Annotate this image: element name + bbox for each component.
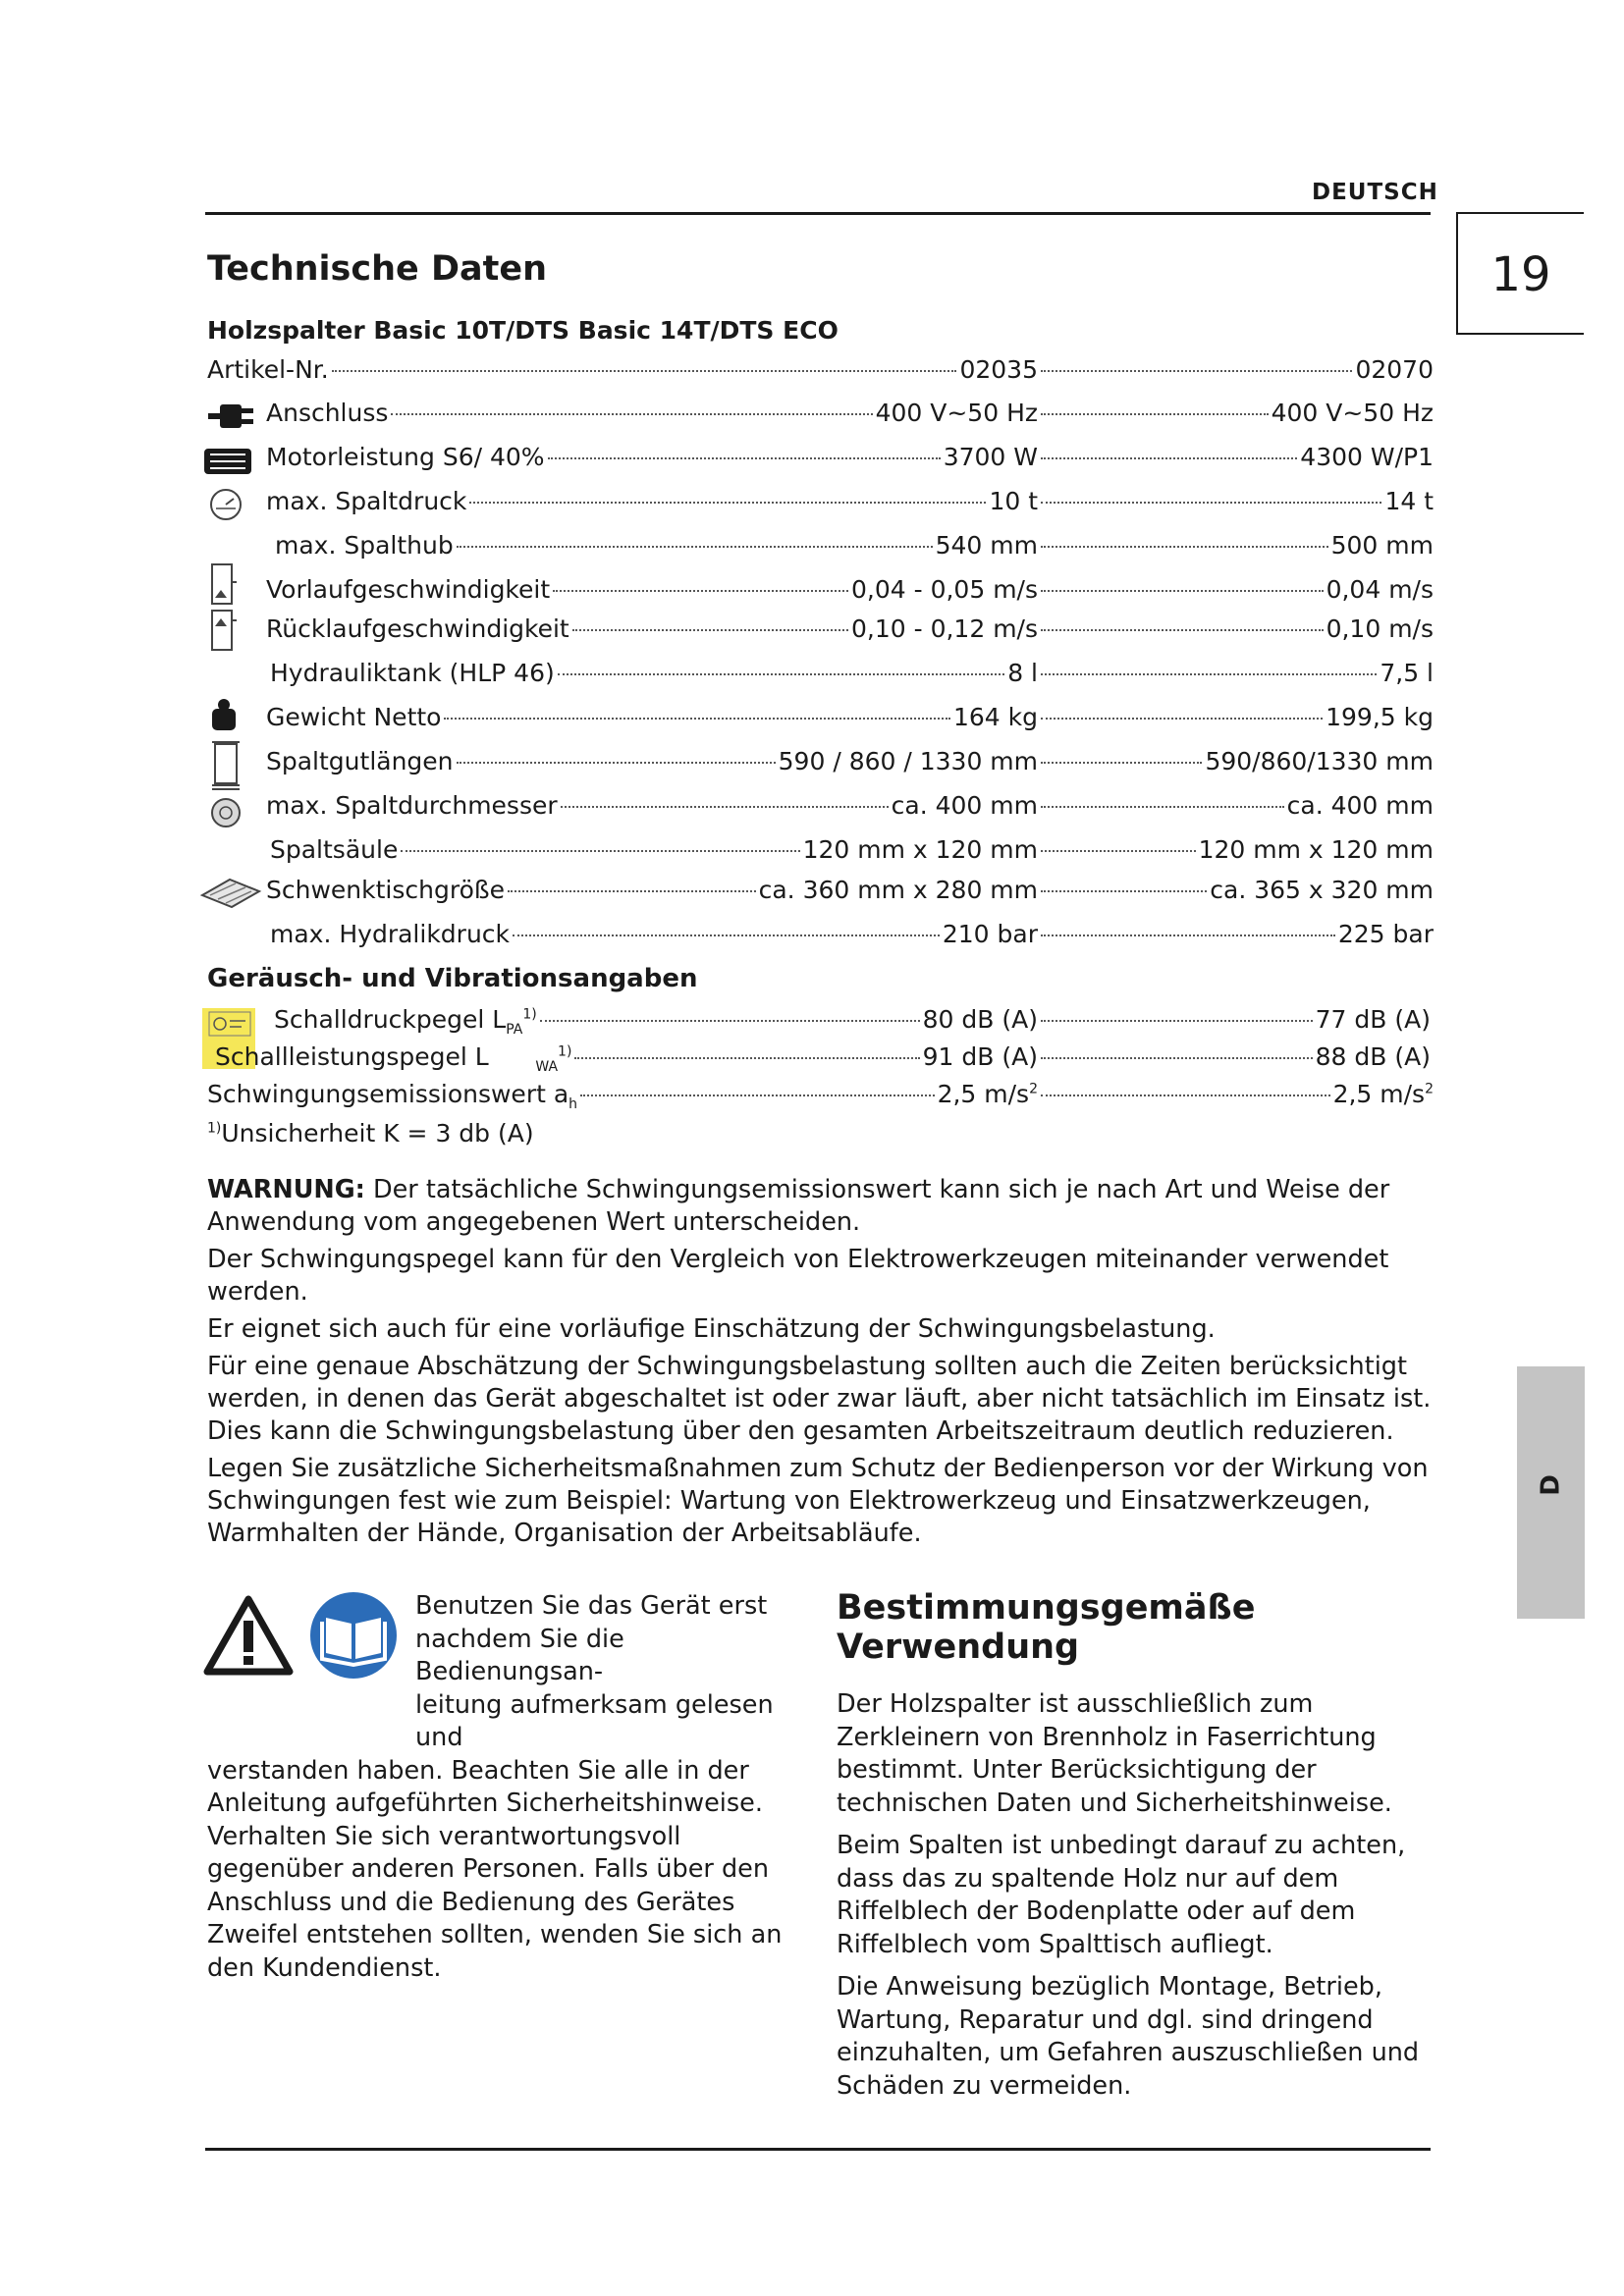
intended-use-text-1: Der Holzspalter ist ausschließlich zum Zerkleinern von Brennholz in Faserrichtung bestimmt. Unter Berücksichtigung der technischen Daten und Sicherheitshinweise. [837, 1689, 1392, 1818]
sound-level-icon [208, 1011, 251, 1037]
log-diameter-icon [208, 785, 244, 830]
manual-note-line-3: leitung aufmerksam gelesen und [415, 1689, 774, 1752]
bottom-divider [205, 2148, 1431, 2151]
log-length-icon [210, 738, 242, 789]
spec-row-ruecklauf: Rücklaufgeschwindigkeit 0,10 - 0,12 m/s [266, 614, 1038, 643]
warning-text-1: Der tatsächliche Schwingungsemissionswert kann sich je nach Art und Weise der Anwendung vom angegebenen Wert unterscheiden. [207, 1175, 1390, 1237]
spec-row-spaltdruck-v2: 14 t [1038, 487, 1434, 520]
spec-row-tank: Hydrauliktank (HLP 46) 8 l [270, 659, 1038, 687]
spec-row-vorlauf: Vorlaufgeschwindigkeit 0,04 - 0,05 m/s [266, 575, 1038, 604]
spec-row-tank-v2: 7,5 l [1038, 659, 1434, 692]
spec-row-motor: Motorleistung S6/ 40% 3700 W [266, 443, 1038, 471]
warning-label: WARNUNG: [207, 1175, 365, 1204]
warning-text-2: Der Schwingungspegel kann für den Vergleich von Elektrowerkzeugen miteinander verwendet werden. [207, 1245, 1389, 1307]
spec-row-anschluss-v2: 400 V~50 Hz [1038, 399, 1434, 432]
page-number: 19 [1490, 247, 1551, 302]
intended-use-section [837, 1588, 1435, 2112]
spec-row-hydraulikdruck-v2: 225 bar [1038, 920, 1434, 953]
language-label: DEUTSCH [1312, 180, 1438, 205]
noise-row-vibration: Schwingungsemissionswert $a_h$ 2,5 $m/s^2$ [207, 1080, 1038, 1112]
spec-row-spalthub: max. Spalthub 540 mm [275, 531, 1038, 560]
spec-row-spaltgut: Spaltgutlängen 590 / 860 / 1330 mm [266, 747, 1038, 775]
spec-row-vorlauf-v2: 0,04 m/s [1038, 575, 1434, 609]
top-divider [205, 212, 1431, 215]
manual-note-rest: verstanden haben. Beachten Sie alle in der Anleitung aufgeführten Sicherheitshinweise. Verhalten Sie sich verantwortungsvoll gegenüber anderen Personen. Falls über den Anschluss und die Bedienung des Gerätes Zweifel entstehen sollten, wenden Sie sich an den Kundendienst. [207, 1755, 783, 1983]
spec-row-ruecklauf-v2: 0,10 m/s [1038, 614, 1434, 648]
spec-row-hydraulikdruck: max. Hydralikdruck 210 bar [270, 920, 1038, 948]
manual-note [207, 1590, 796, 1985]
return-speed-icon [209, 609, 239, 654]
noise-row-vibration-v2: 2,5 $m/s^2$ [1038, 1080, 1434, 1113]
spec-subtitle: Holzspalter Basic 10T/DTS Basic 14T/DTS ECO [207, 316, 839, 345]
spec-row-spaltgut-v2: 590/860/1330 mm [1038, 747, 1434, 780]
spec-row-article-v2: 02070 [1038, 355, 1434, 389]
noise-row-pressure-v2: 77 dB (A) [1038, 1005, 1431, 1039]
intended-use-title: Bestimmungsgemäße Verwendung [837, 1588, 1256, 1667]
weight-icon [209, 697, 239, 732]
gauge-icon [208, 487, 244, 522]
spec-row-gewicht-v2: 199,5 kg [1038, 703, 1434, 736]
warning-text-5: Legen Sie zusätzliche Sicherheitsmaßnahmen zum Schutz der Bedienperson vor der Wirkung von Schwingungen fest wie zum Beispiel: Wartung von Elektrowerkzeug und Einsatzwerkzeugen, Warmhalten der Hände, Organisation der Arbeitsabläufe. [207, 1454, 1429, 1548]
spec-row-spaltsaeule-v2: 120 mm x 120 mm [1038, 835, 1434, 869]
spec-row-schwenktisch: Schwenktischgröße ca. 360 mm x 280 mm [266, 876, 1038, 904]
table-icon [196, 874, 265, 913]
warning-block [207, 1174, 1435, 1555]
spec-row-durchmesser-v2: ca. 400 mm [1038, 791, 1434, 825]
spec-row-anschluss: Anschluss 400 V~50 Hz [266, 399, 1038, 427]
side-tab-label: D [1536, 1474, 1566, 1496]
warning-text-3: Er eignet sich auch für eine vorläufige Einschätzung der Schwingungsbelastung. [207, 1314, 1216, 1344]
page-number-box [1456, 212, 1584, 335]
spec-row-article: Artikel-Nr. 02035 [207, 355, 1038, 384]
intended-use-text-2: Beim Spalten ist unbedingt darauf zu achten, dass das zu spaltende Holz nur auf dem Riffelblech der Bodenplatte oder auf dem Riffelblech vom Spalttisch aufliegt. [837, 1831, 1406, 1959]
warning-text-4: Für eine genaue Abschätzung der Schwingungsbelastung sollten auch die Zeiten berücksichtigt werden, in denen das Gerät abgeschaltet ist oder zwar läuft, aber nicht tatsächlich im Einsatz ist. Dies kann die Schwingungsbelastung über den gesamten Arbeitszeitraum deutlich reduzieren. [207, 1352, 1432, 1446]
spec-row-durchmesser: max. Spaltdurchmesser ca. 400 mm [266, 791, 1038, 820]
forward-speed-icon [209, 562, 239, 608]
spec-row-motor-v2: 4300 W/P1 [1038, 443, 1434, 476]
motor-icon [202, 443, 253, 478]
noise-section-title: Geräusch- und Vibrationsangaben [207, 964, 698, 993]
manual-note-line-2: nachdem Sie die Bedienungsan- [415, 1624, 624, 1686]
noise-row-power: Schallleistungspegel L $_{WA}^{1)}$ 91 dB (A) [215, 1042, 1038, 1075]
spec-row-spaltsaeule: Spaltsäule 120 mm x 120 mm [270, 835, 1038, 864]
plug-icon [206, 399, 255, 434]
manual-note-line-1: Benutzen Sie das Gerät erst [415, 1591, 768, 1621]
noise-row-power-v2: 88 dB (A) [1038, 1042, 1431, 1076]
spec-row-spaltdruck: max. Spaltdruck 10 t [266, 487, 1038, 515]
language-side-tab [1517, 1366, 1585, 1619]
footnote: $^{1)}$Unsicherheit K = 3 db (A) [207, 1119, 534, 1148]
spec-row-gewicht: Gewicht Netto 164 kg [266, 703, 1038, 731]
noise-row-pressure: Schalldruckpegel $L_{PA}^{1)}$ 80 dB (A) [274, 1005, 1038, 1038]
spec-row-spalthub-v2: 500 mm [1038, 531, 1434, 564]
intended-use-text-3: Die Anweisung bezüglich Montage, Betrieb, Wartung, Reparatur und dgl. sind dringend einzuhalten, um Gefahren auszuschließen und Schäden zu vermeiden. [837, 1972, 1420, 2101]
spec-row-schwenktisch-v2: ca. 365 x 320 mm [1038, 876, 1434, 909]
page-title: Technische Daten [207, 249, 548, 289]
